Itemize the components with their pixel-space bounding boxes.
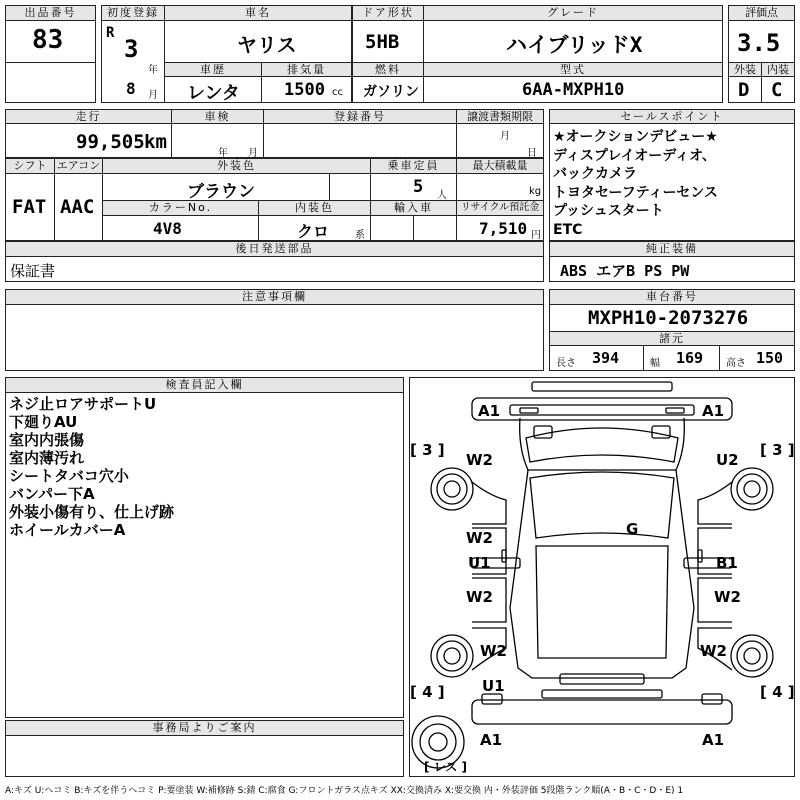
color: ブラウン: [187, 182, 255, 201]
sales-line: ディスプレイオーディオ、: [553, 147, 716, 164]
car-name-cell: [164, 20, 352, 63]
car-diagram: [409, 377, 795, 777]
ext-label: 外装: [728, 62, 762, 77]
int-cell: [761, 76, 795, 103]
sales-line: ETC: [553, 221, 583, 238]
sales-line: トヨタセーフティーセンス: [553, 184, 718, 201]
import-label: 輸入車: [370, 200, 457, 216]
colorno: 4V8: [153, 219, 182, 238]
sales-label: セールスポイント: [549, 109, 795, 124]
equipment-label: 純正装備: [549, 241, 795, 257]
spare-tire: [ レス ]: [424, 760, 467, 774]
interior-cell: [258, 215, 371, 241]
car-diagram-svg: [410, 378, 794, 776]
interior-label: 内装色: [258, 200, 371, 216]
inspector-line: ネジ止ロアサポートU: [9, 395, 157, 413]
recycle: 7,510: [479, 219, 528, 238]
reg-month: 8: [126, 79, 136, 98]
office-cell: [5, 735, 404, 777]
dims-divider: [643, 345, 644, 371]
dims-divider: [719, 345, 720, 371]
width-label: 幅: [650, 358, 660, 369]
height: 150: [756, 349, 784, 367]
damage-front-door-right: B1: [716, 554, 738, 572]
door-type: 5HB: [365, 31, 400, 53]
damage-front-door-left: W2: [466, 529, 493, 547]
caution-cell: [5, 304, 544, 371]
cc-label: 排気量: [261, 62, 352, 77]
reg-year-unit: 年: [148, 65, 158, 76]
capacity-label: 乗車定員: [370, 158, 457, 174]
score-label: 評価点: [728, 5, 795, 21]
door-label: ドア形状: [352, 5, 424, 21]
interior: クロ: [297, 222, 330, 241]
int-grade: C: [771, 79, 783, 101]
tr-day-unit: 日: [527, 148, 537, 158]
damage-front-right: A1: [702, 402, 725, 420]
inspector-line: 室内内張傷: [9, 431, 85, 449]
mileage-label: 走行: [5, 109, 172, 124]
inspector-line: バンパー下A: [9, 485, 95, 503]
ac-label: エアコン: [54, 158, 103, 174]
score: 3.5: [737, 29, 781, 57]
inspector-line: 下廻りAU: [9, 413, 78, 431]
chassis-cell: [549, 304, 795, 332]
sales-line: バックカメラ: [553, 166, 637, 182]
colorno-label: カラーNo.: [102, 200, 259, 216]
ext-grade: D: [738, 79, 750, 101]
fuel: ガソリン: [363, 84, 419, 100]
reg-month-unit: 月: [148, 90, 158, 101]
inspector-label: 検査員記入欄: [5, 377, 404, 393]
color-divider: [329, 174, 330, 201]
later-parts-label: 後日発送部品: [5, 241, 544, 257]
grade-cell: [423, 20, 723, 63]
fuel-cell: [352, 76, 424, 103]
ac: AAC: [60, 196, 95, 218]
first-reg-label: 初度登録: [101, 5, 165, 21]
reg-year: 3: [124, 35, 139, 63]
ext-cell: [728, 76, 762, 103]
lot-cell: [5, 20, 96, 63]
capacity: 5: [413, 177, 424, 197]
load-unit: kg: [529, 186, 542, 197]
fuel-label: 燃料: [352, 62, 424, 77]
sales-line: ★オークションデビュー★: [553, 129, 718, 145]
inspector-notes: [9, 395, 174, 539]
equipment: ABS エアB PS PW: [560, 262, 690, 280]
legend: A:キズ U:ヘコミ B:キズを伴うヘコミ P:要塗装 W:補修跡 S:錆 C:腐食 G:フロントガラス点キズ XX:交換済み X:要交換 内・外装評価 5段階ランク順(A・B・C・D・E) 1: [5, 786, 684, 796]
damage-front-door-left-2: U1: [468, 554, 491, 572]
history-cell: [164, 76, 262, 103]
shift: FAT: [12, 196, 47, 218]
chassis-label: 車台番号: [549, 289, 795, 305]
sales-cell: [549, 123, 795, 241]
plate-label: 登録番号: [263, 109, 457, 124]
damage-front-left: A1: [478, 402, 501, 420]
mileage-unit: km: [144, 131, 167, 153]
later-parts-cell: [5, 256, 544, 282]
inspector-line: 室内薄汚れ: [9, 449, 85, 467]
model-code: 6AA-MXPH10: [522, 80, 625, 100]
damage-rear-fender-right: W2: [700, 642, 727, 660]
color-label: 外装色: [102, 158, 371, 174]
damage-rear-bumper-right: A1: [702, 731, 725, 749]
inspection-cell: [171, 123, 264, 158]
load-cell: [456, 173, 544, 201]
damage-windshield: G: [626, 520, 639, 538]
office-label: 事務局よりご案内: [5, 720, 404, 736]
length-label: 長さ: [556, 358, 576, 369]
height-label: 高さ: [726, 358, 746, 369]
dims-cell: [549, 345, 795, 371]
damage-fender-right: U2: [716, 451, 739, 469]
damage-rear-door-left: W2: [466, 588, 493, 606]
insp-year-unit: 年: [218, 148, 228, 158]
dims-label: 諸元: [549, 331, 795, 346]
recycle-label: リサイクル預託金: [456, 200, 544, 216]
equipment-cell: [549, 256, 795, 282]
lot-number: 83: [32, 25, 64, 55]
displacement: 1500: [284, 80, 325, 100]
inspector-line: 外装小傷有り、仕上げ跡: [9, 503, 175, 521]
capacity-unit: 人: [437, 190, 447, 201]
inspector-line: ホイールカバーA: [9, 521, 126, 539]
mileage: 99,505: [76, 131, 145, 153]
caution-label: 注意事項欄: [5, 289, 544, 305]
width: 169: [676, 349, 704, 367]
era: R: [106, 25, 115, 41]
cc-cell: [261, 76, 352, 103]
recycle-cell: [456, 215, 544, 241]
import-cell: [370, 215, 457, 241]
lot-label: 出品番号: [5, 5, 96, 21]
insp-month-unit: 月: [248, 148, 258, 158]
length: 394: [592, 349, 620, 367]
car-name-label: 車名: [164, 5, 352, 21]
later-parts: 保証書: [10, 262, 56, 280]
import-divider: [413, 216, 414, 241]
tr-month-unit: 月: [500, 131, 510, 142]
sales-line: プッシュスタート: [553, 203, 664, 219]
score-cell: [728, 20, 795, 63]
color-cell: [102, 173, 371, 201]
chassis-number: MXPH10-2073276: [588, 307, 749, 329]
model-cell: [423, 76, 723, 103]
damage-rear-door-right: W2: [714, 588, 741, 606]
tire-rear-left: [ 4 ]: [410, 683, 445, 701]
model-label: 型式: [423, 62, 723, 77]
shift-cell: [5, 173, 55, 241]
capacity-cell: [370, 173, 457, 201]
damage-rear-left: U1: [482, 677, 505, 695]
transfer-label: 譲渡書類期限: [456, 109, 544, 124]
door-cell: [352, 20, 424, 63]
sales-points: [553, 128, 718, 239]
tire-front-right: [ 3 ]: [760, 441, 794, 459]
recycle-unit: 円: [531, 230, 541, 241]
ac-cell: [54, 173, 103, 241]
damage-rear-fender-left: W2: [480, 642, 507, 660]
first-reg-cell: [101, 20, 165, 103]
inspector-line: シートタバコ穴小: [9, 467, 129, 485]
shift-label: シフト: [5, 158, 55, 174]
car-name: ヤリス: [237, 33, 297, 57]
colorno-cell: [102, 215, 259, 241]
plate-cell: [263, 123, 457, 158]
mileage-cell: [5, 123, 172, 158]
damage-fender-left: W2: [466, 451, 493, 469]
inspection-label: 車検: [171, 109, 264, 124]
interior-unit: 系: [355, 230, 365, 241]
lot-blank: [5, 62, 96, 103]
grade: ハイブリッドX: [506, 33, 643, 57]
history: レンタ: [187, 83, 240, 103]
history-label: 車歴: [164, 62, 262, 77]
tire-rear-right: [ 4 ]: [760, 683, 794, 701]
inspector-cell: [5, 392, 404, 718]
int-label: 内装: [761, 62, 795, 77]
tire-front-left: [ 3 ]: [410, 441, 445, 459]
grade-label: グレード: [423, 5, 723, 21]
cc-unit: cc: [332, 87, 343, 98]
load-label: 最大積載量: [456, 158, 544, 174]
transfer-cell: [456, 123, 544, 158]
damage-rear-bumper-left: A1: [480, 731, 503, 749]
